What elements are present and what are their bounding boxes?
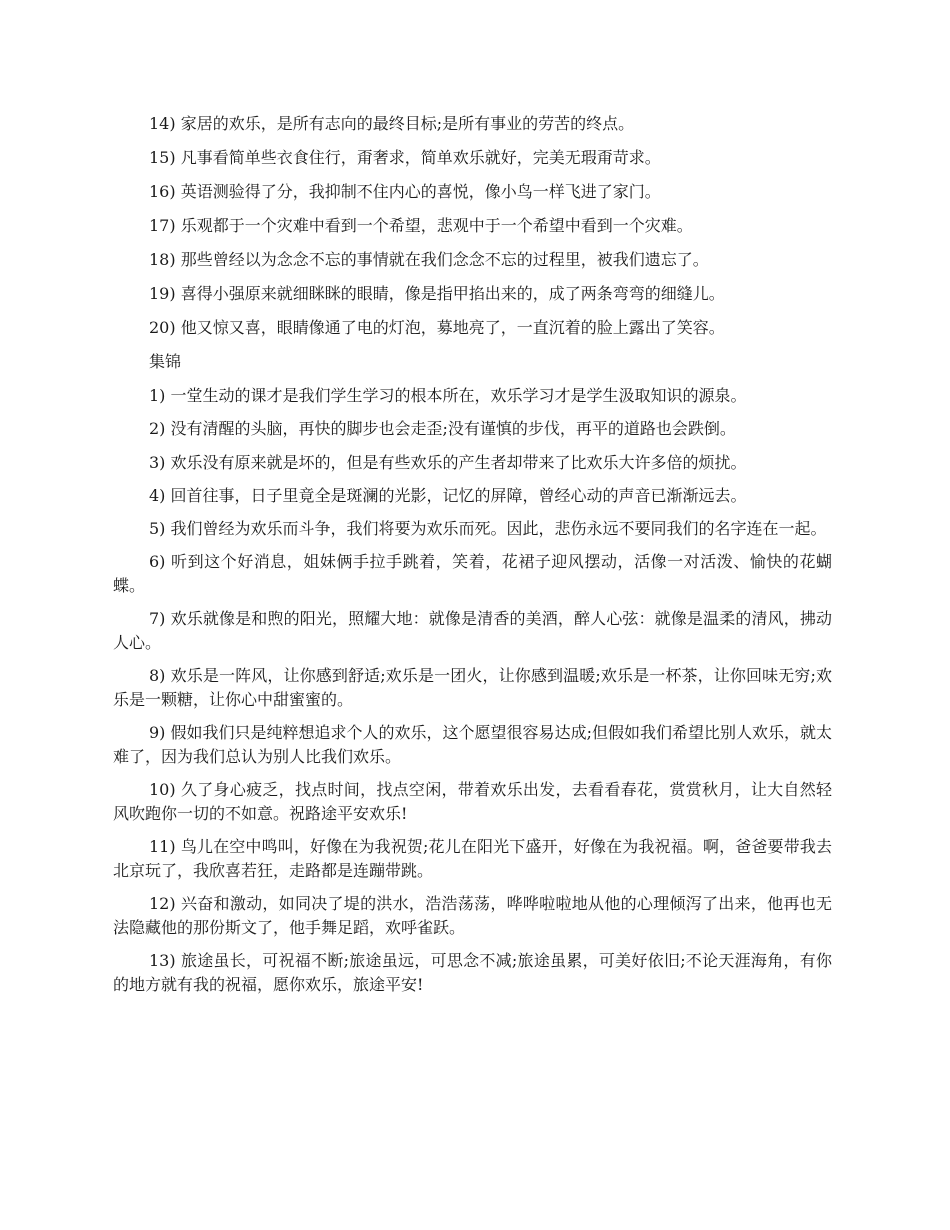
collection-item-1: 1) 一堂生动的课才是我们学生学习的根本所在，欢乐学习才是学生汲取知识的源泉。 xyxy=(149,386,747,405)
collection-item-11: 11) 鸟儿在空中鸣叫，好像在为我祝贺;花儿在阳光下盛开，好像在为我祝福。啊，爸爸要带我去北京玩了，我欣喜若狂，走路都是连蹦带跳。 xyxy=(113,837,832,880)
collection-item-9: 9) 假如我们只是纯粹想追求个人的欢乐，这个愿望很容易达成;但假如我们希望比别人欢乐，就太难了，因为我们总认为别人比我们欢乐。 xyxy=(113,723,832,766)
collection-item-3: 3) 欢乐没有原来就是坏的，但是有些欢乐的产生者却带来了比欢乐大许多倍的烦扰。 xyxy=(149,453,747,472)
quote-item-18: 18) 那些曾经以为念念不忘的事情就在我们念念不忘的过程里，被我们遗忘了。 xyxy=(149,250,709,269)
quote-item-16: 16) 英语测验得了分，我抑制不住内心的喜悦，像小鸟一样飞进了家门。 xyxy=(149,182,661,201)
quote-item-15: 15) 凡事看简单些衣食住行，甭奢求，简单欢乐就好，完美无瑕甭苛求。 xyxy=(149,148,661,167)
quote-item-20: 20) 他又惊又喜，眼睛像通了电的灯泡，募地亮了，一直沉着的脸上露出了笑容。 xyxy=(149,318,725,337)
collection-item-7: 7) 欢乐就像是和煦的阳光，照耀大地：就像是清香的美酒，醉人心弦：就像是温柔的清风，拂动人心。 xyxy=(113,609,832,652)
collection-item-12: 12) 兴奋和激动，如同决了堤的洪水，浩浩荡荡，哗哗啦啦地从他的心理倾泻了出来，他再也无法隐藏他的那份斯文了，他手舞足蹈，欢呼雀跃。 xyxy=(113,894,832,937)
collection-item-6: 6) 听到这个好消息，姐妹俩手拉手跳着，笑着，花裙子迎风摆动，活像一对活泼、愉快的花蝴蝶。 xyxy=(113,552,832,595)
section-heading: 集锦 xyxy=(149,352,182,371)
quote-item-14: 14) 家居的欢乐，是所有志向的最终目标;是所有事业的劳苦的终点。 xyxy=(149,114,635,133)
collection-item-4: 4) 回首往事，日子里竟全是斑澜的光影，记忆的屏障，曾经心动的声音已渐渐远去。 xyxy=(149,486,747,505)
quote-item-17: 17) 乐观都于一个灾难中看到一个希望，悲观中于一个希望中看到一个灾难。 xyxy=(149,216,693,235)
collection-item-10: 10) 久了身心疲乏，找点时间，找点空闲，带着欢乐出发，去看看春花，赏赏秋月，让大自然轻风吹跑你一切的不如意。祝路途平安欢乐! xyxy=(113,780,832,823)
collection-item-2: 2) 没有清醒的头脑，再快的脚步也会走歪;没有谨慎的步伐，再平的道路也会跌倒。 xyxy=(149,419,736,438)
quote-item-19: 19) 喜得小强原来就细眯眯的眼睛，像是指甲掐出来的，成了两条弯弯的细缝儿。 xyxy=(149,284,725,303)
collection-item-13: 13) 旅途虽长，可祝福不断;旅途虽远，可思念不减;旅途虽累，可美好依旧;不论天涯海角，有你的地方就有我的祝福，愿你欢乐，旅途平安! xyxy=(113,951,832,994)
collection-item-8: 8) 欢乐是一阵风，让你感到舒适;欢乐是一团火，让你感到温暖;欢乐是一杯茶，让你回味无穷;欢乐是一颗糖，让你心中甜蜜蜜的。 xyxy=(113,666,832,709)
collection-item-5: 5) 我们曾经为欢乐而斗争，我们将要为欢乐而死。因此，悲伤永远不要同我们的名字连在一起。 xyxy=(149,519,827,538)
